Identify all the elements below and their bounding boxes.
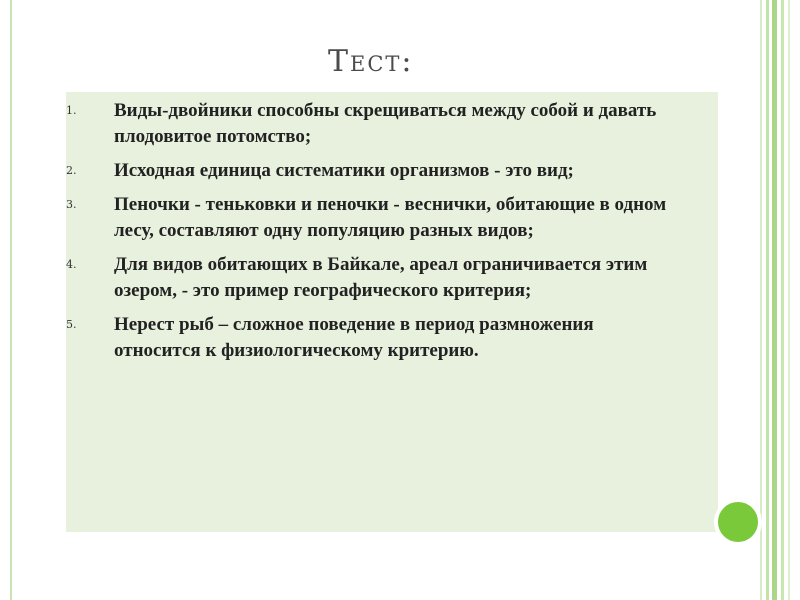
slide-title: Тест: [328, 44, 414, 79]
item-number: 2. [66, 164, 77, 177]
list-item [66, 252, 706, 304]
item-text: Исходная единица систематики организмов - это вид; [114, 160, 574, 181]
item-number: 4. [66, 258, 77, 271]
item-number: 3. [66, 198, 77, 211]
item-number: 5. [66, 318, 77, 331]
item-number: 1. [66, 104, 77, 117]
frame-left-line [10, 0, 12, 600]
item-text: Виды-двойники способны скрещиваться между собой и давать плодовитое потомство; [114, 100, 657, 147]
item-text: Для видов обитающих в Байкале, ареал ограничивается этим озером, - это пример географического критерия; [114, 254, 648, 301]
frame-stripe [766, 0, 769, 600]
item-text: Нерест рыб – сложное поведение в период размножения относится к физиологическому критерию. [114, 314, 594, 361]
decorative-green-circle [714, 498, 762, 546]
list-item [66, 158, 706, 184]
item-text: Пеночки - теньковки и пеночки - веснички, обитающие в одном лесу, составляют одну популяцию разных видов; [114, 194, 667, 241]
list-item [66, 312, 706, 364]
frame-stripe [788, 0, 790, 600]
list-item [66, 192, 706, 244]
list-item [66, 98, 706, 150]
frame-stripe [772, 0, 777, 600]
frame-stripe [781, 0, 784, 600]
frame-stripe [760, 0, 762, 600]
frame-right-stripes [760, 0, 800, 600]
question-list [66, 98, 706, 372]
